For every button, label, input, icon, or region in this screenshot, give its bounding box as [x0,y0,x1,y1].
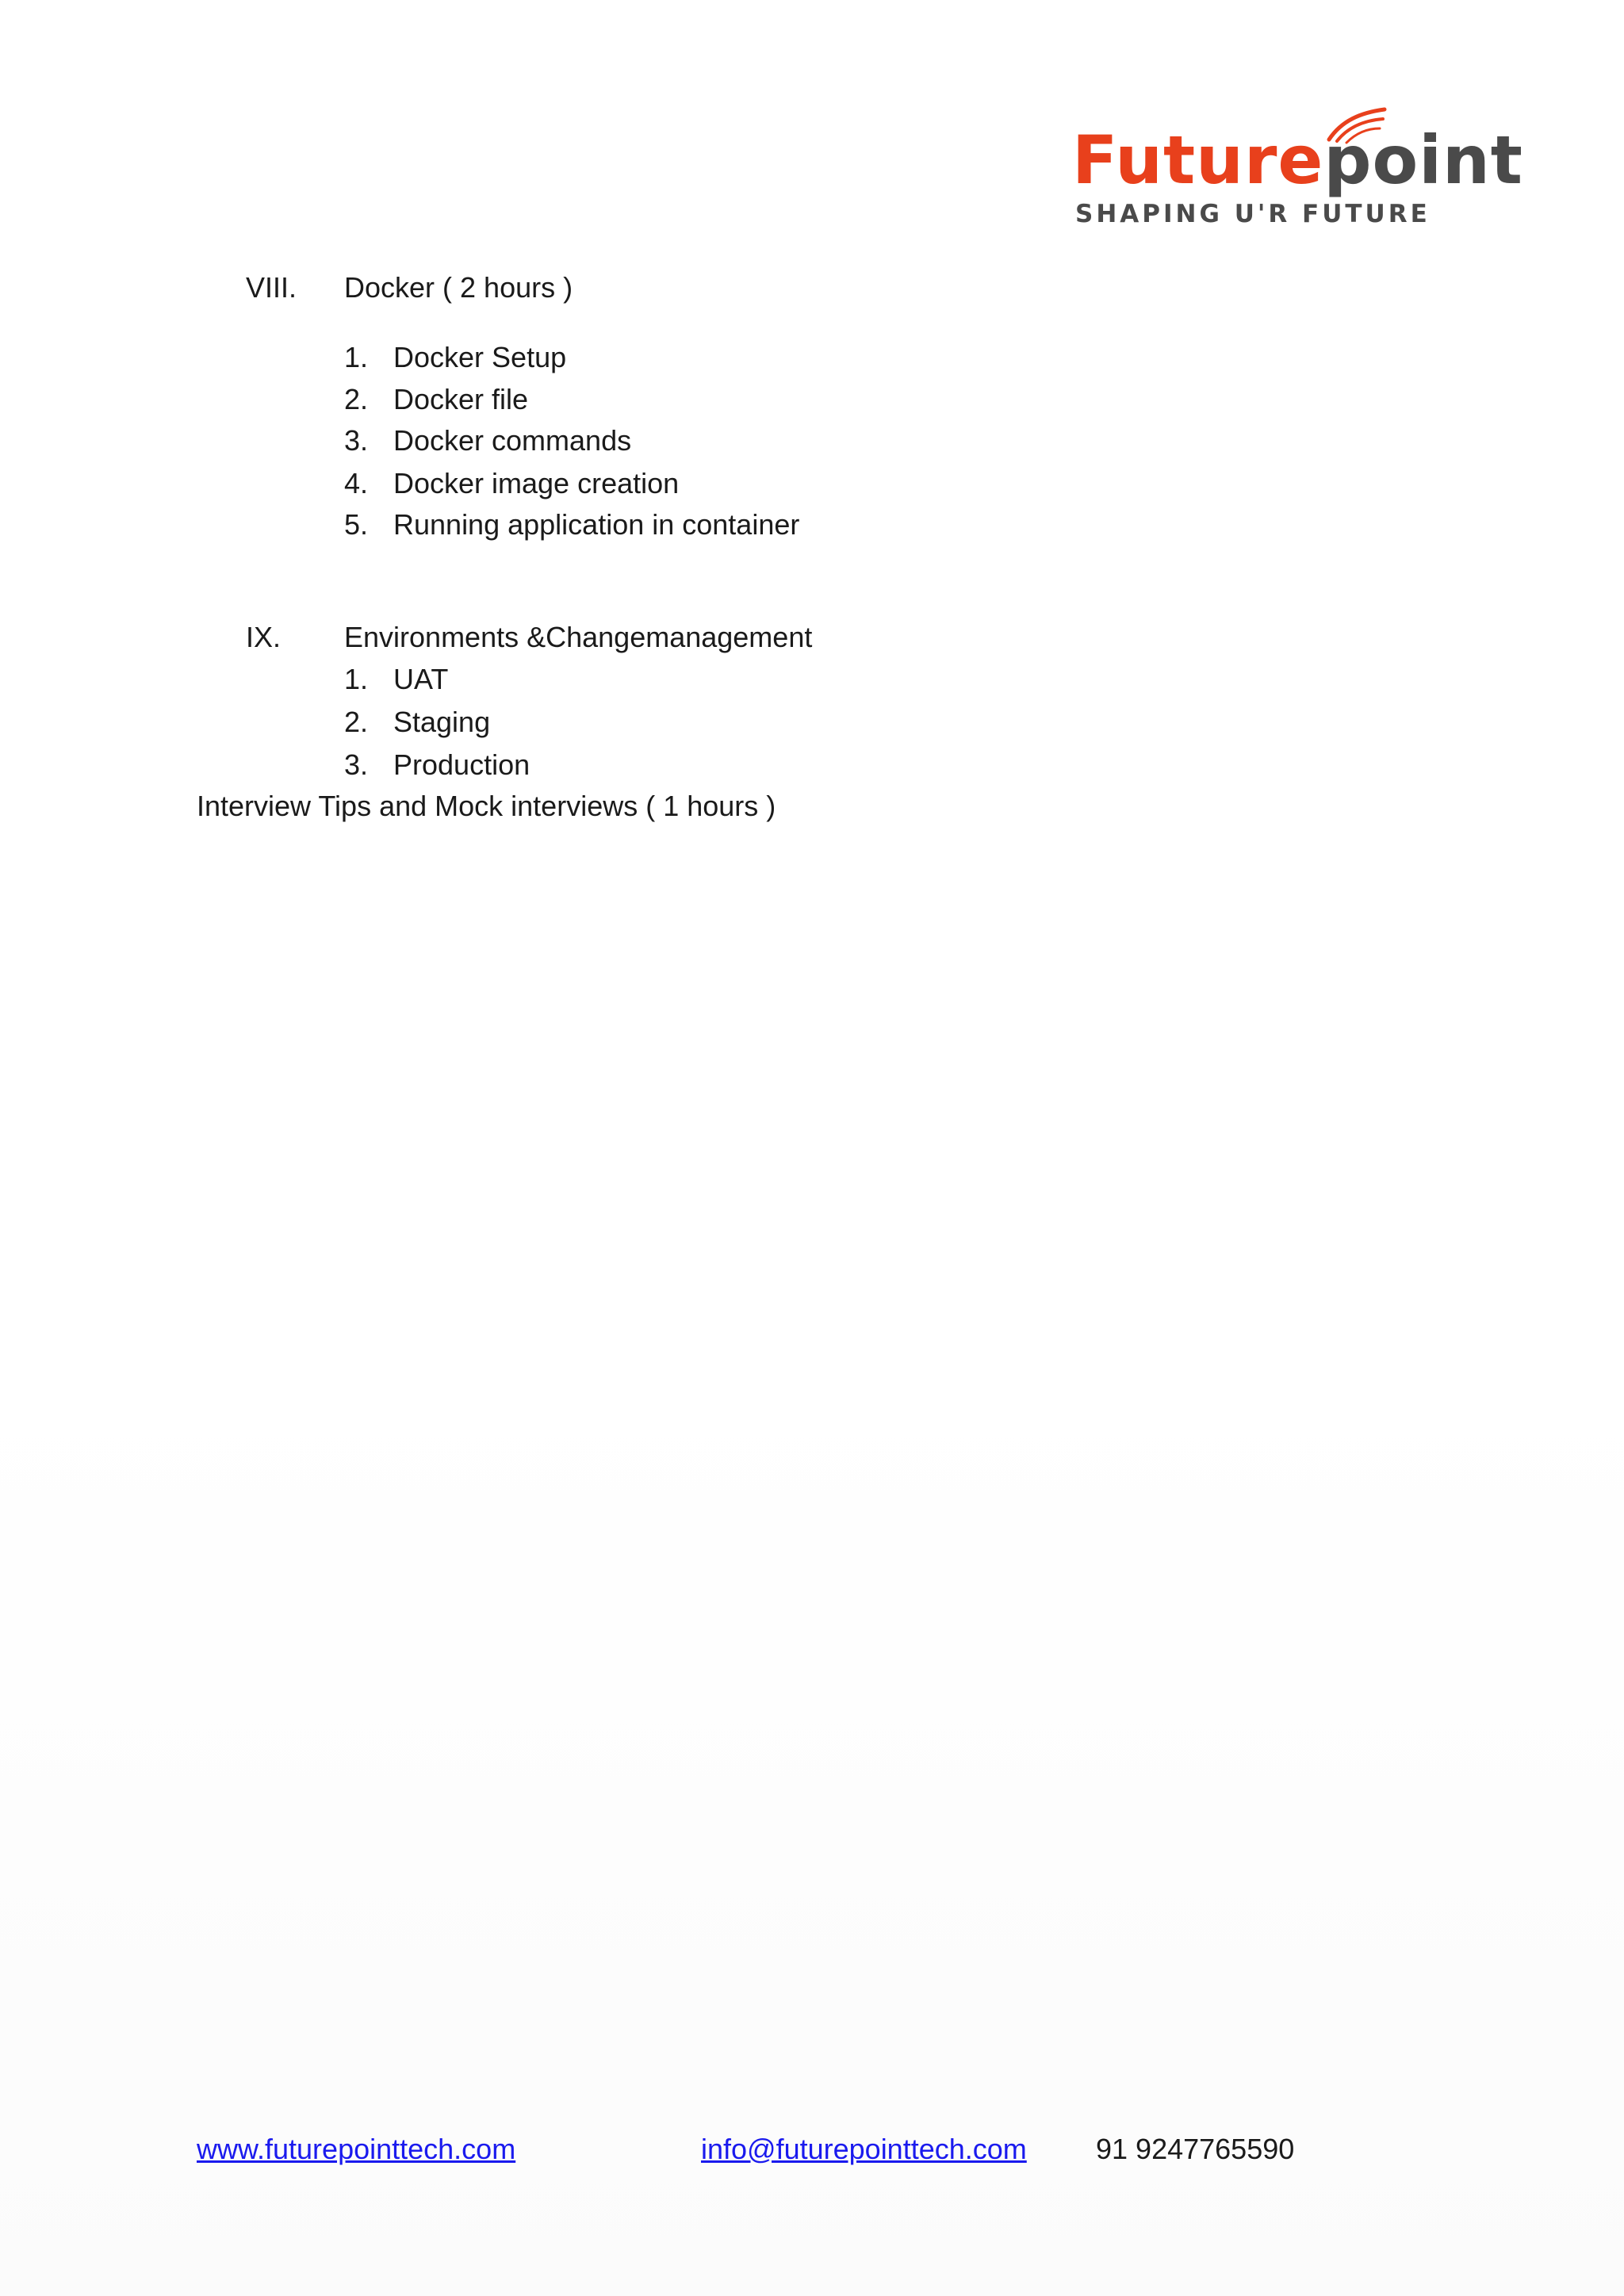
section-ix-title: Environments &Changemanagement [344,621,813,653]
list-item-number: 1. [344,341,369,373]
logo-wordmark [1072,121,1523,199]
list-item-docker-file: Docker file [393,383,529,415]
logo-word-future: Future [1072,121,1324,199]
footer-website-link[interactable]: www.futurepointtech.com [197,2133,516,2165]
section-viii-numeral: VIII. [246,271,297,304]
list-item-number: 2. [344,706,369,738]
list-item-number: 1. [344,663,369,695]
list-item-number: 2. [344,383,369,415]
list-item-number: 3. [344,748,369,781]
interview-tips-line: Interview Tips and Mock interviews ( 1 hours ) [197,790,776,822]
logo-tagline: SHAPING U'R FUTURE [1075,200,1431,228]
logo-swoosh-icon [1324,105,1388,144]
futurepoint-logo [1072,105,1523,232]
section-viii-title: Docker ( 2 hours ) [344,271,573,304]
list-item-running-application: Running application in container [393,508,800,541]
list-item-production: Production [393,748,530,781]
list-item-number: 5. [344,508,369,541]
section-ix-numeral: IX. [246,621,282,653]
list-item-docker-image-creation: Docker image creation [393,467,680,499]
list-item-uat: UAT [393,663,449,695]
logo-word-point: point [1323,121,1523,199]
list-item-staging: Staging [393,706,491,738]
list-item-number: 3. [344,424,369,457]
list-item-docker-commands: Docker commands [393,424,632,457]
list-item-docker-setup: Docker Setup [393,341,567,373]
list-item-number: 4. [344,467,369,499]
footer-email-link[interactable]: info@futurepointtech.com [701,2133,1027,2165]
footer-phone: 91 9247765590 [1096,2133,1295,2165]
